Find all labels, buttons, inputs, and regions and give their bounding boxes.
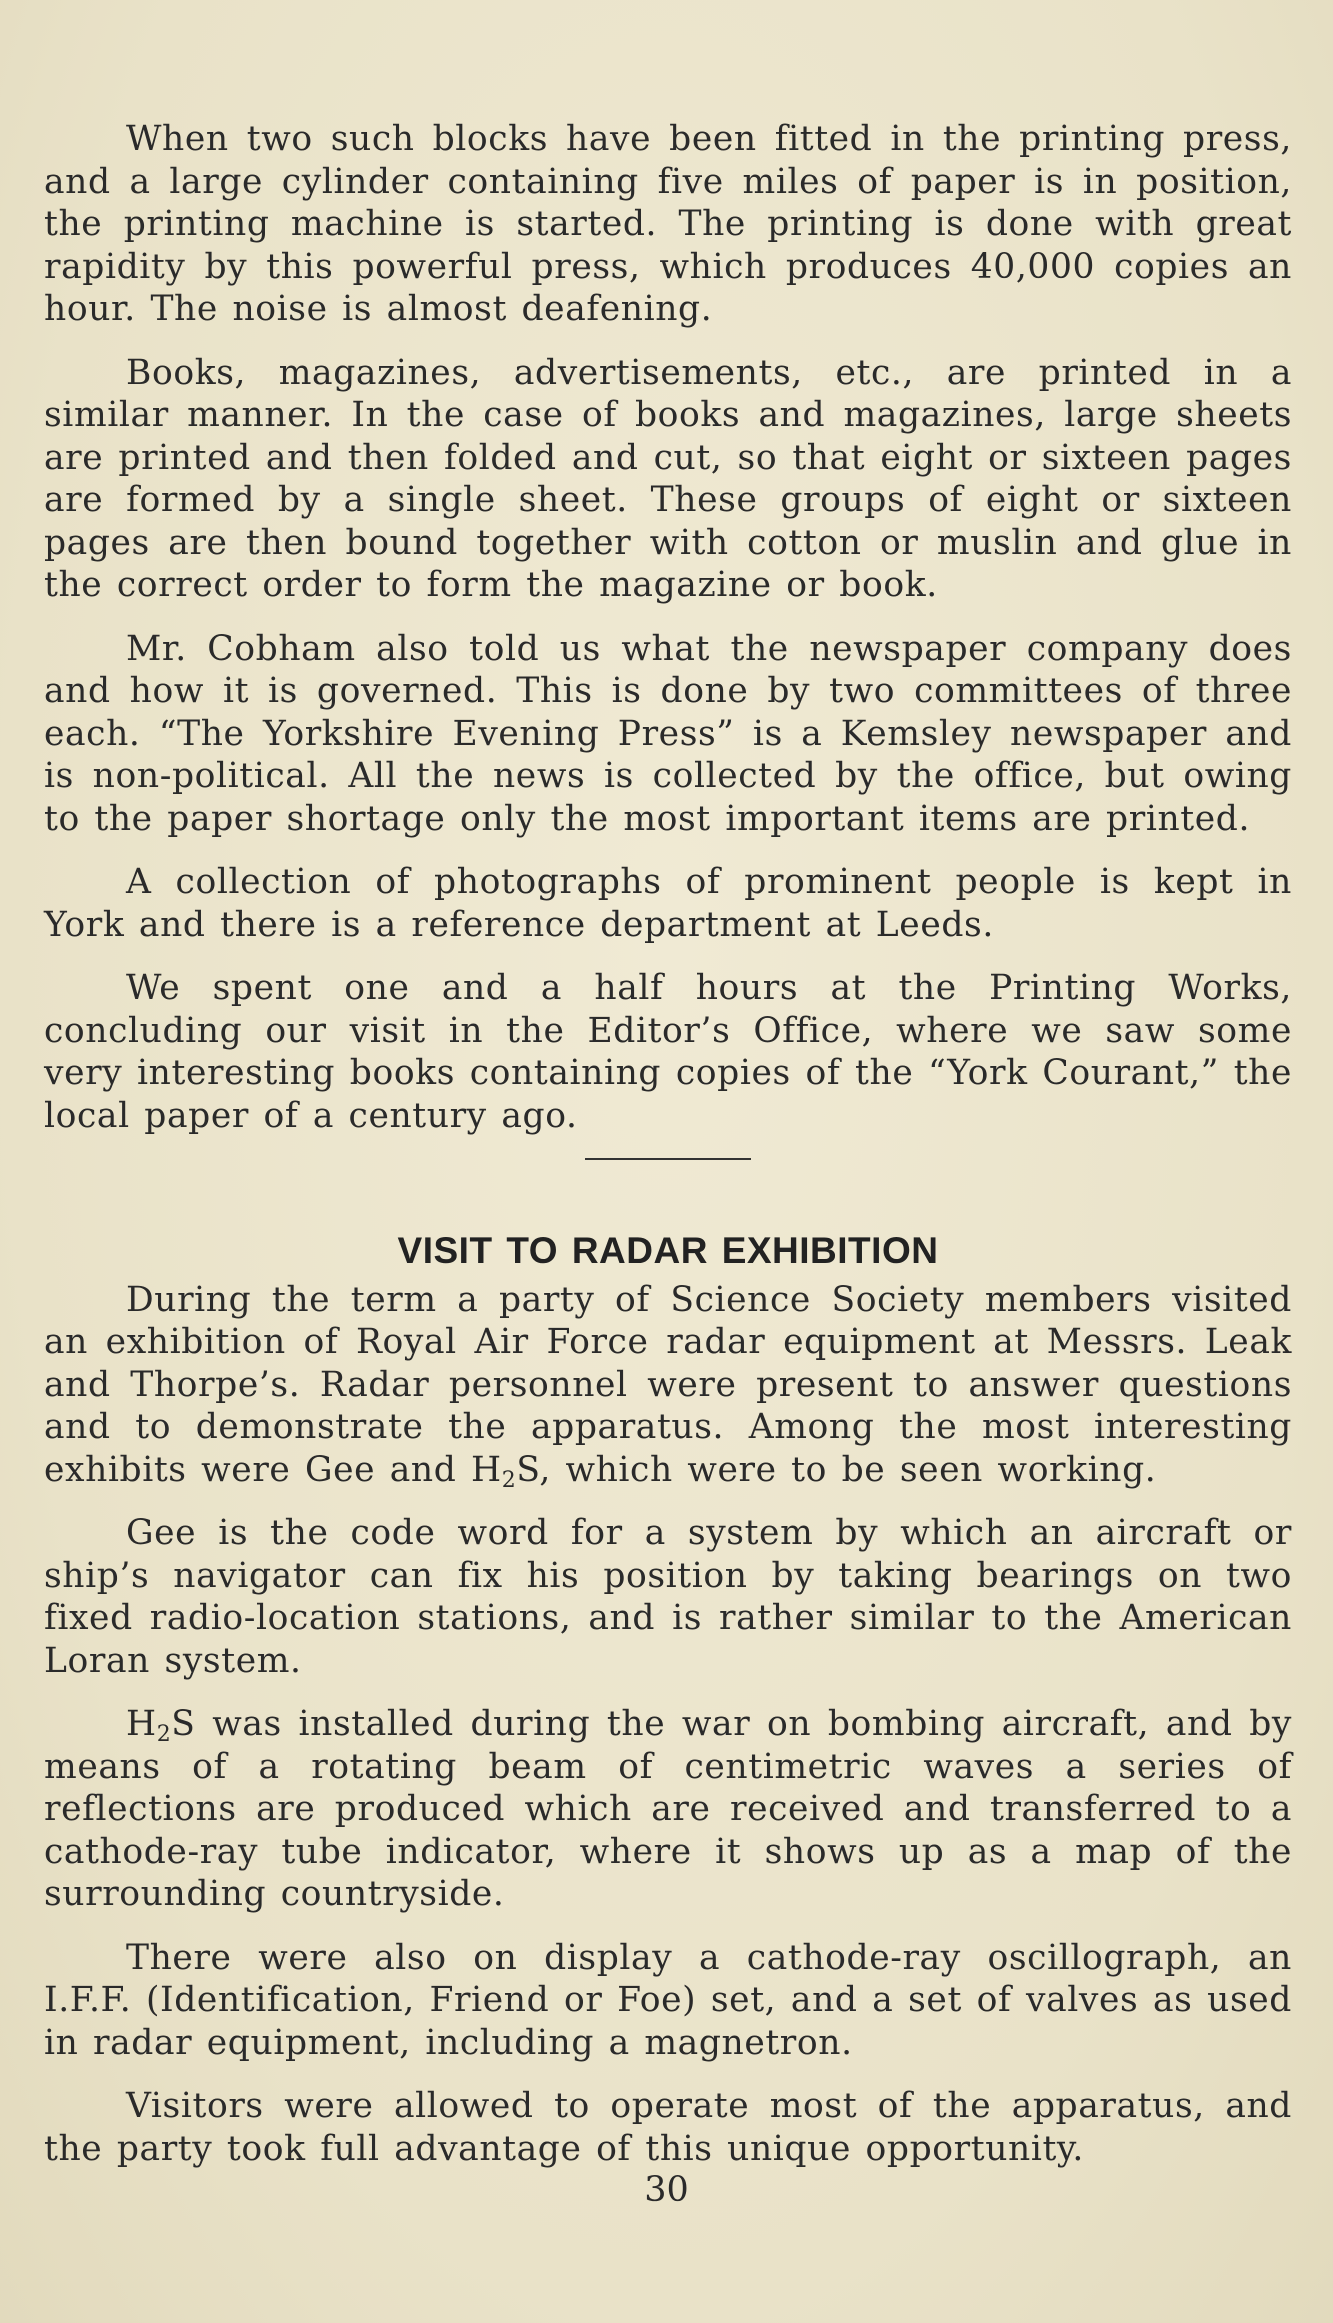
text-segment: H (126, 1704, 157, 1744)
text-segment: S, which were to be seen working. (516, 1449, 1157, 1490)
section-divider (585, 1158, 751, 1160)
text-segment: S was installed during the war on bombing aircraft, and by means of a rotating beam of centimetric waves a series of reflections are produced which are received and transferred to a cathode-ray tube indicator, where it shows up as a map of the surrounding countryside. (44, 1704, 1292, 1914)
paragraph-editors-office: We spent one and a half hours at the Printing Works, concluding our visit in the Editor’s Office, where we saw some very interesting books containing copies of the “York Courant,” the local paper of a century ago. (44, 968, 1292, 1136)
paragraph-books-magazines: Books, magazines, advertisements, etc., are printed in a similar manner. In the case of books and magazines, large sheets are printed and then folded and cut, so that eight or sixteen pages are formed by a single sheet. These groups of eight or sixteen pages are then bound together with cotton or muslin and glue in the correct order to form the magazine or book. (44, 352, 1292, 605)
paragraph-h2s-system (44, 1703, 1292, 1916)
page-content (44, 118, 1292, 2191)
page-number: 30 (644, 2170, 689, 2210)
subscript: 2 (501, 1467, 517, 1493)
paragraph-company-governance: Mr. Cobham also told us what the newspaper company does and how it is governed. This is done by two committees of three each. “The Yorkshire Evening Press” is a Kemsley newspaper and is non-political. All the news is collected by the office, but owing to the paper shortage only the most important items are printed. (44, 628, 1292, 839)
paragraph-visitors: Visitors were allowed to operate most of the apparatus, and the party took full advantage of this unique opportunity. (44, 2086, 1292, 2169)
subscript: 2 (156, 1722, 172, 1747)
paragraph-other-displays: There were also on display a cathode-ray oscillograph, an I.F.F. (Identification, Friend or Foe) set, and a set of valves as used in radar equipment, including a magnetron. (44, 1937, 1292, 2063)
text-segment: During the term a party of Science Society members visited an exhibition of Royal Air Force radar equipment at Messrs. Leak and Thorpe’s. Radar personnel were present to answer questions and to demonstrate the apparatus. Among the most interesting exhibits were Gee and H (44, 1279, 1292, 1490)
paragraph-photograph-collection: A collection of photographs of prominent people is kept in York and there is a reference department at Leeds. (44, 862, 1292, 945)
paragraph-radar-visit (44, 1279, 1292, 1492)
paragraph-printing-press: When two such blocks have been fitted in the printing press, and a large cylinder containing five miles of paper is in position, the printing machine is started. The printing is done with great rapidity by this powerful press, which produces 40,000 copies an hour. The noise is almost deafening. (44, 119, 1292, 329)
section-heading: VISIT TO RADAR EXHIBITION (397, 1230, 939, 1271)
paragraph-gee-system: Gee is the code word for a system by which an aircraft or ship’s navigator can fix his position by taking bearings on two fixed radio-location stations, and is rather similar to the American Loran system. (44, 1513, 1292, 1681)
